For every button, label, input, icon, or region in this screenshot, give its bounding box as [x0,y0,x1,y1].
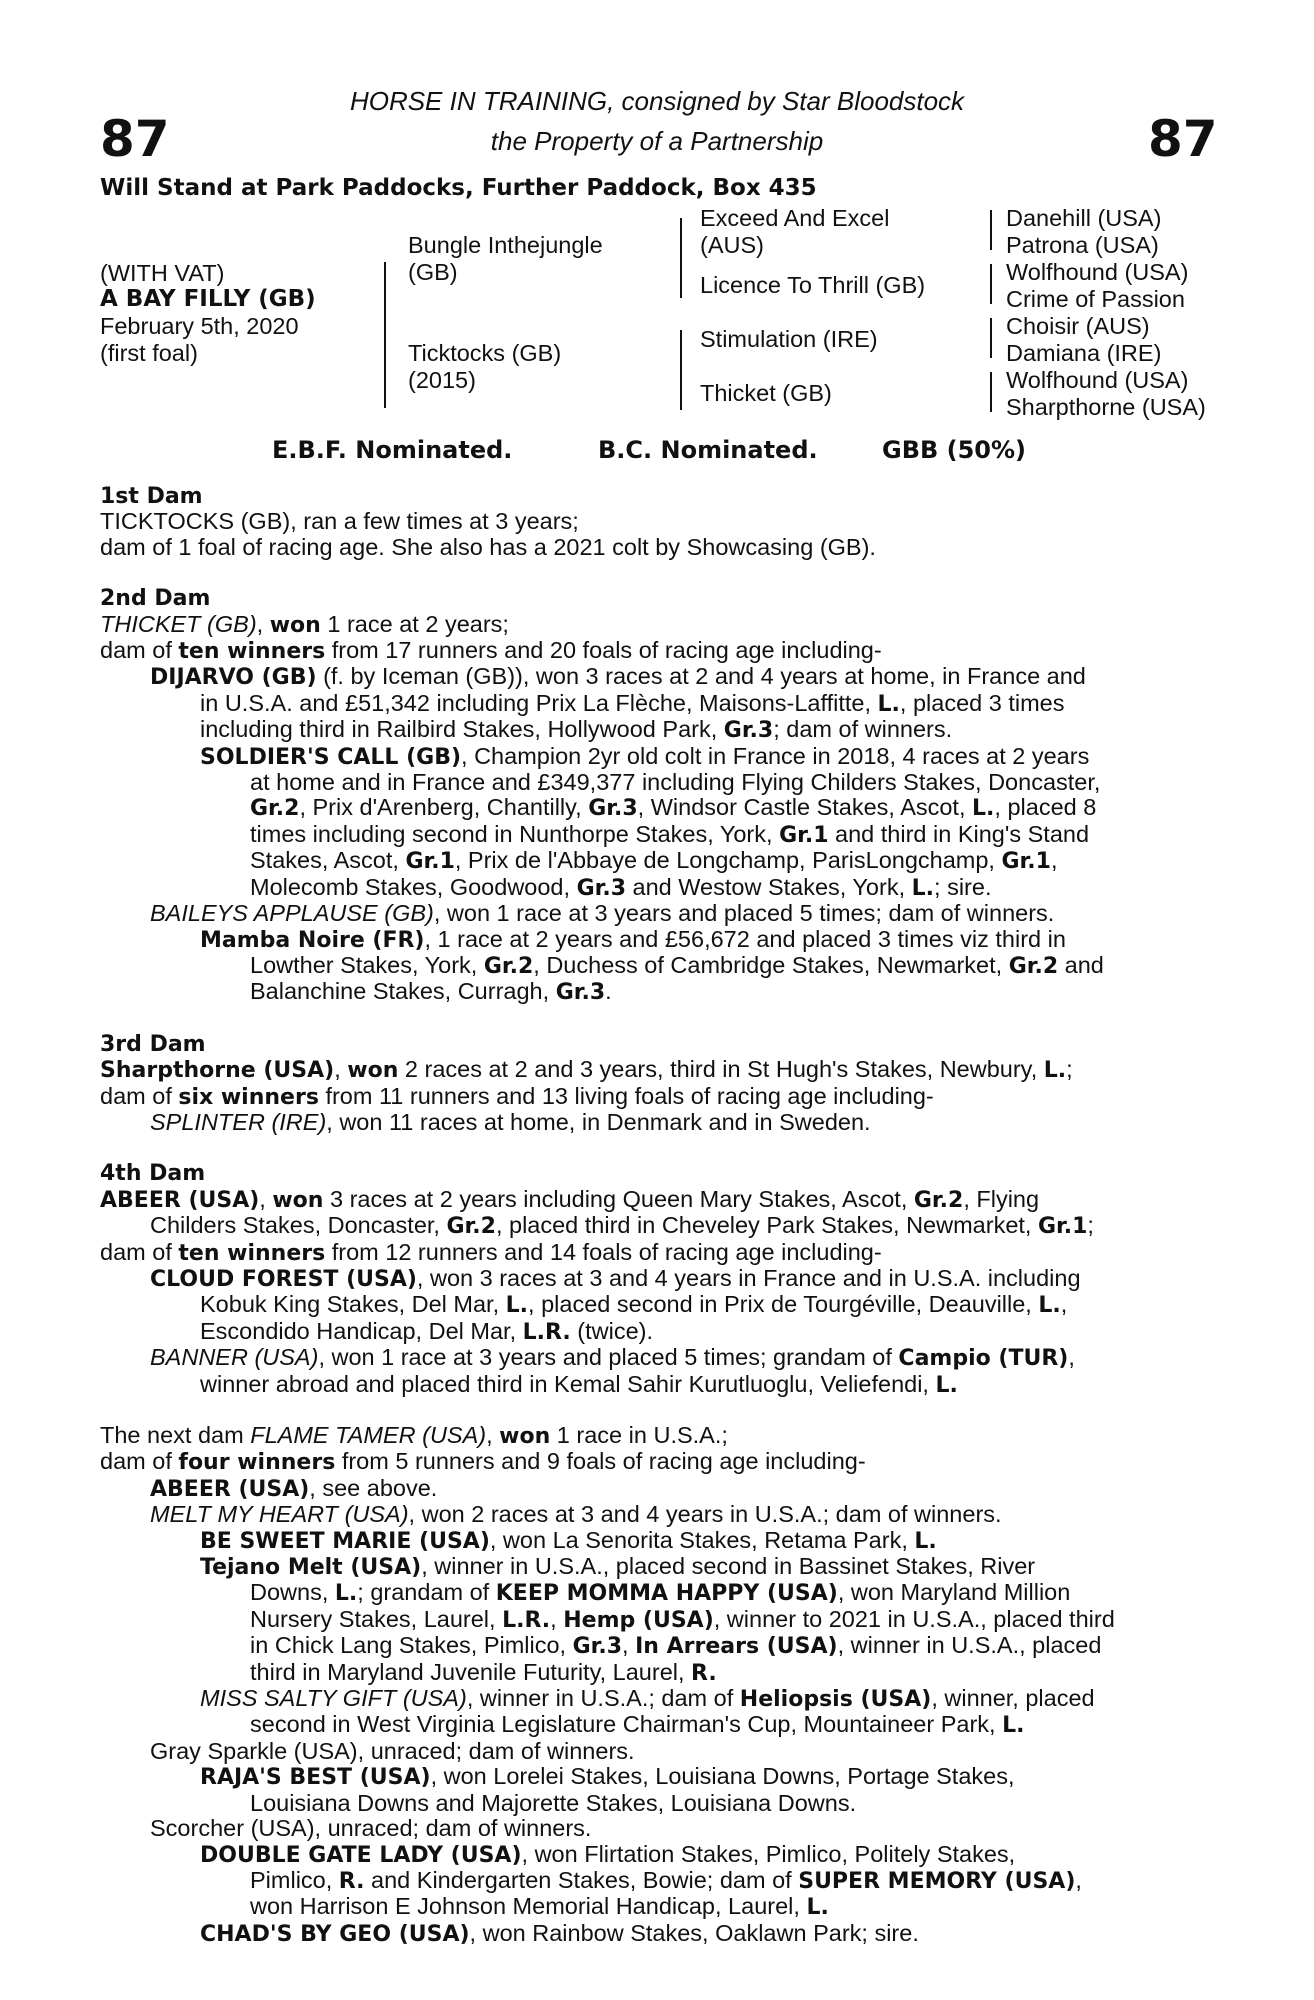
brace-dam [680,330,682,410]
bold-text: SUPER MEMORY (USA) [798,1868,1076,1894]
text: in U.S.A. and £51,342 including Prix La Flèche, Maisons-Laffitte, [200,689,878,716]
italic-name: BANNER (USA) [150,1344,319,1371]
text-line [100,1084,1210,1110]
bold-text: won [269,612,321,638]
text: dam of [100,1238,179,1265]
bold-text: R. [691,1660,717,1686]
text: , won 3 races at 3 and 4 years in France and in U.S.A. including [416,1264,1081,1291]
bold-text: Mamba Noire (FR) [200,927,425,953]
bold-text: CLOUD FOREST (USA) [150,1266,417,1292]
text-line [100,1213,1210,1239]
text: , won Maryland Million [837,1579,1071,1606]
bold-text: Sharpthorne (USA) [100,1058,335,1084]
text: from 12 runners and 14 foals of racing age including- [325,1238,882,1265]
bold-text: Gr.2 [446,1214,496,1240]
section-heading [100,585,1210,611]
third-dam-section [100,1031,1210,1136]
bold-text: L. [935,1372,958,1398]
text: , Flying [963,1185,1040,1212]
section-heading [100,483,1210,509]
text: , [550,1605,564,1632]
text: Kobuk King Stakes, Del Mar, [200,1291,506,1318]
text: , won 11 races at home, in Denmark and in Sweden. [326,1108,871,1135]
bold-text: won [347,1058,399,1084]
bold-text: L. [505,1293,529,1319]
section-heading [100,1031,1210,1057]
text: ; [1087,1212,1094,1239]
text-line [100,1764,1210,1790]
text-line [100,979,1210,1005]
text: from 17 runners and 20 foals of racing age including- [325,637,882,664]
bold-text: RAJA'S BEST (USA) [200,1765,431,1791]
bold-text: L. [911,875,935,901]
text: Pimlico, [250,1866,339,1893]
text: , [334,1056,348,1083]
bold-text: Gr.3 [572,1634,623,1660]
text: 1 race in U.S.A.; [550,1422,728,1448]
text-line [100,1816,1210,1841]
bold-text: Gr.1 [1037,1214,1088,1240]
bold-text: Gr.3 [555,980,606,1006]
bold-text: Gr.2 [250,796,300,822]
sire-dam: Licence To Thrill (GB) [700,272,926,298]
text-line [100,822,1210,848]
dam-dam: Thicket (GB) [700,380,832,406]
text-line [100,612,1210,638]
text: , placed 8 [994,794,1097,821]
text: , [622,1632,636,1659]
sire-line1: Bungle Inthejungle [408,232,603,258]
text: , won 1 race at 3 years and placed 5 times; dam of winners. [433,900,1055,927]
g3-5: Choisir (AUS) [1006,313,1150,339]
text-line [100,770,1210,795]
section-heading [100,1160,1210,1186]
text: second in West Virginia Legislature Chairman's Cup, Mountaineer Park, [250,1711,1003,1738]
text-line [100,795,1210,821]
horse-name: A BAY FILLY (GB) [100,286,316,312]
text: dam of [100,1448,179,1475]
text: 2 races at 2 and 3 years, third in St Hugh's Stakes, Newbury, [398,1056,1044,1083]
text: Nursery Stakes, Laurel, [250,1605,503,1632]
fourth-dam-section [100,1160,1210,1398]
text: Gray Sparkle (USA), unraced; dam of winners. [150,1737,635,1764]
text: third in Maryland Juvenile Futurity, Laurel, [250,1658,692,1685]
italic-name: BAILEYS APPLAUSE (GB) [150,900,434,927]
bold-text: won [272,1187,324,1213]
bold-text: L. [1043,1058,1067,1084]
dam-line2: (2015) [408,367,476,393]
bold-text: six winners [178,1084,319,1110]
text: , won Rainbow Stakes, Oaklawn Park; sire. [469,1919,919,1946]
text-line [100,1266,1210,1292]
bold-text: Gr.1 [779,822,829,848]
foaling-date: February 5th, 2020 [100,313,299,339]
g3-2: Patrona (USA) [1006,232,1159,258]
text-line [100,509,1210,534]
text: , Prix d'Arenberg, Chantilly, [299,794,589,821]
dam-line1: Ticktocks (GB) [408,340,562,366]
text: Escondido Handicap, Del Mar, [200,1317,523,1344]
text-line [100,1476,1210,1502]
text: and Kindergarten Stakes, Bowie; dam of [364,1866,799,1893]
text-line [100,1057,1210,1083]
text: and Westow Stakes, York, [626,873,912,900]
bold-text: SOLDIER'S CALL (GB) [200,744,462,770]
bold-text: Campio (TUR) [898,1346,1069,1372]
text: ; dam of winners. [773,716,953,743]
text: , [486,1422,500,1448]
text-line [100,901,1210,926]
text: and [1058,951,1104,978]
text: , Duchess of Cambridge Stakes, Newmarket, [533,951,1009,978]
lot-number-left: 87 [100,110,170,168]
text: 3 races at 2 years including Queen Mary Stakes, Ascot, [323,1185,914,1212]
italic-name: MELT MY HEART (USA) [150,1501,409,1528]
text-line [100,1894,1210,1920]
text: dam of 1 foal of racing age. She also has a 2021 colt by Showcasing (GB). [100,533,876,560]
text-line [100,1110,1210,1135]
bold-text: won [499,1424,551,1449]
bold-text: L. [806,1895,829,1921]
g3-7: Wolfhound (USA) [1006,367,1189,393]
italic-name: FLAME TAMER (USA) [250,1422,487,1448]
next-dam-section [100,1423,1210,1947]
text: including third in Railbird Stakes, Hollywood Park, [200,716,724,743]
consignment-line: HORSE IN TRAINING, consigned by Star Bloodstock [349,86,965,116]
text: ; sire. [934,873,992,900]
text: , winner to 2021 in U.S.A., placed third [713,1605,1115,1632]
text: ; grandam of [357,1579,496,1606]
text-line [100,535,1210,560]
text-line [100,1686,1210,1712]
text-line [100,1372,1210,1398]
text-line [100,744,1210,770]
text: , [1060,1291,1068,1318]
text: 1 race at 2 years; [320,610,509,637]
bold-text: DOUBLE GATE LADY (USA) [200,1842,522,1868]
text-line [100,1449,1210,1475]
vat-note: (WITH VAT) [100,260,225,286]
text-line [100,1842,1210,1868]
text: , Windsor Castle Stakes, Ascot, [637,794,973,821]
text-line [100,1528,1210,1554]
text-line [100,1868,1210,1894]
bold-text: Gr.3 [588,796,638,822]
text-line [100,848,1210,874]
text-line [100,1187,1210,1213]
text: , see above. [309,1474,438,1501]
dam-sire: Stimulation (IRE) [700,326,878,352]
bold-text: ABEER (USA) [150,1476,310,1502]
first-dam-section [100,483,1210,560]
sire-sire-line2: (AUS) [700,232,764,258]
text: in Chick Lang Stakes, Pimlico, [250,1632,573,1659]
text: ; [1066,1056,1073,1083]
bold-text: L. [877,691,900,717]
text: , won Flirtation Stakes, Pimlico, Politely Stakes, [521,1840,1016,1867]
text-line [100,1739,1210,1764]
text-line [100,875,1210,901]
brace-g3-2 [990,264,992,304]
text: won Harrison E Johnson Memorial Handicap, Laurel, [250,1893,807,1920]
text: (twice). [570,1317,653,1344]
bold-text: Gr.3 [723,718,774,744]
g3-1: Danehill (USA) [1006,205,1162,231]
text-line [100,1660,1210,1686]
text: times including second in Nunthorpe Stakes, York, [250,820,780,847]
text-line [100,1633,1210,1659]
text-line [100,1319,1210,1345]
text-line [100,1554,1210,1580]
stand-location: Will Stand at Park Paddocks, Further Paddock, Box 435 [100,175,817,201]
bold-text: DIJARVO (GB) [150,665,317,691]
dam-heading: 3rd Dam [100,1031,206,1057]
brace-sire [680,218,682,298]
text: Molecomb Stakes, Goodwood, [250,873,577,900]
text: , won Lorelei Stakes, Louisiana Downs, Portage Stakes, [430,1763,1015,1790]
text: dam of [100,1082,179,1109]
text-line [100,1712,1210,1738]
text-line [100,638,1210,664]
text: , Champion 2yr old colt in France in 2018, 4 races at 2 years [461,742,1090,769]
bold-text: L. [334,1581,358,1607]
text: , won 1 race at 3 years and placed 5 times; grandam of [318,1344,899,1371]
g3-6: Damiana (IRE) [1006,340,1162,366]
bold-text: CHAD'S BY GEO (USA) [200,1921,470,1947]
text: , winner in U.S.A., placed [837,1632,1102,1659]
bold-text: Heliopsis (USA) [739,1687,932,1713]
bold-text: L. [1002,1713,1025,1739]
gbb-note: GBB (50%) [882,436,1027,464]
bold-text: L.R. [522,1319,571,1345]
dam-heading: 2nd Dam [100,586,211,612]
bold-text: Tejano Melt (USA) [200,1555,422,1581]
text: Lowther Stakes, York, [250,951,484,978]
bc-nomination: B.C. Nominated. [598,436,818,464]
brace-g3-4 [990,372,992,412]
text: , winner, placed [931,1685,1095,1712]
text: , won La Senorita Stakes, Retama Park, [489,1526,915,1553]
bold-text: Gr.1 [1001,849,1051,875]
bold-text: BE SWEET MARIE (USA) [200,1528,490,1554]
text: Childers Stakes, Doncaster, [150,1212,447,1239]
text-line [100,1423,1210,1449]
text: dam of [100,637,179,664]
text-line [100,664,1210,690]
foal-note: (first foal) [100,340,198,366]
bold-text: R. [338,1868,365,1894]
dam-heading: 1st Dam [100,484,203,509]
bold-text: four winners [178,1450,336,1476]
bold-text: Gr.2 [1008,953,1059,979]
text: The next dam [100,1422,251,1448]
text: , 1 race at 2 years and £56,672 and placed 3 times viz third in [424,925,1066,952]
sire-sire-line1: Exceed And Excel [700,205,890,231]
text: TICKTOCKS (GB), ran a few times at 3 years; [100,508,579,535]
text-line [100,717,1210,743]
brace-g3-3 [990,318,992,358]
text: , placed third in Cheveley Park Stakes, Newmarket, [495,1212,1038,1239]
bold-text: Hemp (USA) [563,1607,714,1633]
text: . [605,978,612,1005]
bold-text: Gr.1 [405,849,455,875]
g3-4: Crime of Passion [1006,286,1185,312]
text: (f. by Iceman (GB)), won 3 races at 2 and 4 years at home, in France and [316,663,1086,690]
text-line [100,927,1210,953]
text: , [256,610,270,637]
brace-main [384,262,386,408]
text: at home and in France and £349,377 including Flying Childers Stakes, Doncaster, [250,769,1101,796]
sire-line2: (GB) [408,259,458,285]
text: , won 2 races at 3 and 4 years in U.S.A.; dam of winners. [408,1501,1002,1528]
text: Downs, [250,1579,335,1606]
bold-text: ten winners [178,639,326,665]
text: Balanchine Stakes, Curragh, [250,978,556,1005]
italic-name: THICKET (GB) [100,610,257,637]
bold-text: KEEP MOMMA HAPPY (USA) [495,1581,838,1607]
text: , [259,1185,273,1212]
bold-text: ten winners [178,1240,326,1266]
text: , [1068,1344,1075,1371]
text: , winner in U.S.A., placed second in Bassinet Stakes, River [421,1553,1036,1580]
text: , winner in U.S.A.; dam of [466,1685,740,1712]
text-line [100,1345,1210,1371]
property-line: the Property of a Partnership [490,126,824,156]
text: from 11 runners and 13 living foals of racing age including- [318,1082,934,1109]
text-line [100,1921,1210,1947]
text-line [100,1580,1210,1606]
lot-number-right: 87 [1148,110,1218,168]
text: , [1050,847,1058,874]
text: Louisiana Downs and Majorette Stakes, Louisiana Downs. [250,1789,857,1816]
bold-text: L.R. [502,1607,551,1633]
bold-text: ABEER (USA) [100,1187,260,1213]
text: , [1075,1866,1082,1893]
bold-text: Gr.2 [483,953,534,979]
ebf-nomination: E.B.F. Nominated. [272,436,513,464]
dam-heading: 4th Dam [100,1161,206,1187]
italic-name: SPLINTER (IRE) [150,1108,327,1135]
text-line [100,1292,1210,1318]
bold-text: Gr.3 [576,875,626,901]
text-line [100,1502,1210,1527]
text: , Prix de l'Abbaye de Longchamp, ParisLongchamp, [454,847,1002,874]
catalogue-body [100,483,1210,1947]
brace-g3-1 [990,210,992,250]
text: Scorcher (USA), unraced; dam of winners. [150,1815,592,1842]
text-line [100,691,1210,717]
text-line [100,1791,1210,1816]
text: and third in King's Stand [828,820,1090,847]
g3-3: Wolfhound (USA) [1006,259,1189,285]
bold-text: In Arrears (USA) [635,1634,838,1660]
g3-8: Sharpthorne (USA) [1006,394,1206,420]
text-line [100,1240,1210,1266]
bold-text: L. [914,1528,937,1554]
text-line [100,1607,1210,1633]
text: from 5 runners and 9 foals of racing age including- [335,1448,866,1475]
text: Stakes, Ascot, [250,847,406,874]
text: , placed second in Prix de Tourgéville, Deauville, [528,1291,1039,1318]
second-dam-section [100,585,1210,1006]
text-line [100,953,1210,979]
text: winner abroad and placed third in Kemal Sahir Kurutluoglu, Veliefendi, [200,1370,936,1397]
bold-text: Gr.2 [913,1187,964,1213]
bold-text: L. [972,796,995,822]
bold-text: L. [1038,1293,1061,1319]
text: , placed 3 times [899,689,1065,716]
italic-name: MISS SALTY GIFT (USA) [200,1685,467,1712]
